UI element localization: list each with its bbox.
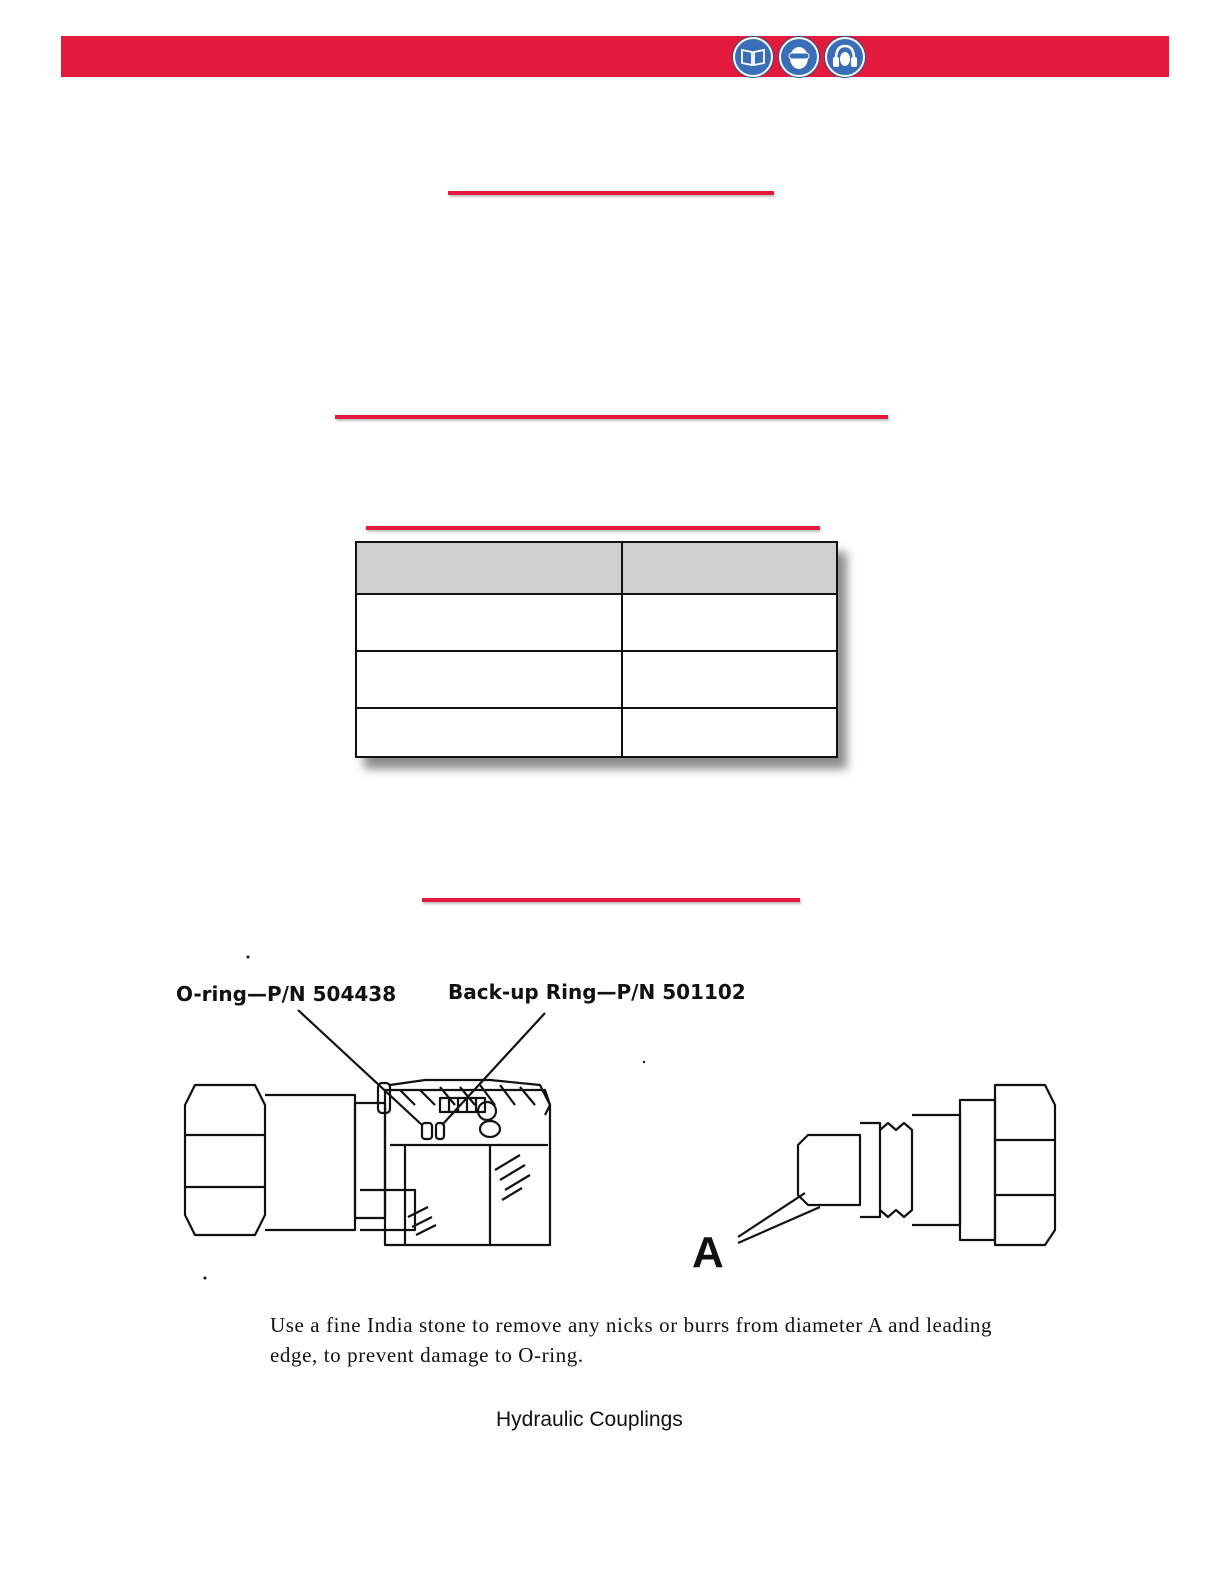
oring-label: O-ring—P/N 504438 — [176, 982, 397, 1006]
hex-nut-left — [185, 1085, 265, 1235]
table-cell — [356, 651, 622, 708]
diameter-a-label: A — [692, 1228, 724, 1277]
table-cell — [356, 594, 622, 651]
table-cell — [622, 594, 837, 651]
header-banner — [61, 36, 1169, 77]
table-cell — [356, 708, 622, 757]
read-manual-icon — [733, 37, 773, 77]
section-rule-2 — [335, 415, 888, 419]
table-cell — [622, 651, 837, 708]
table-row — [356, 651, 837, 708]
table-row — [356, 594, 837, 651]
table-header-cell — [622, 542, 837, 594]
hearing-protection-icon — [825, 37, 865, 77]
table-header-cell — [356, 542, 622, 594]
spec-table — [355, 541, 838, 758]
table-header-row — [356, 542, 837, 594]
table-row — [356, 708, 837, 757]
figure-caption: Use a fine India stone to remove any nicks or burrs from diameter A and leading edge, to prevent damage to O-ring. — [270, 1313, 993, 1367]
section-rule-3 — [366, 526, 820, 530]
section-rule-4 — [422, 898, 800, 902]
table-cell — [622, 708, 837, 757]
face-shield-icon — [779, 37, 819, 77]
backup-ring-label: Back-up Ring—P/N 501102 — [448, 980, 746, 1004]
section-rule-1 — [448, 191, 774, 195]
figure-title: Hydraulic Couplings — [496, 1408, 683, 1431]
